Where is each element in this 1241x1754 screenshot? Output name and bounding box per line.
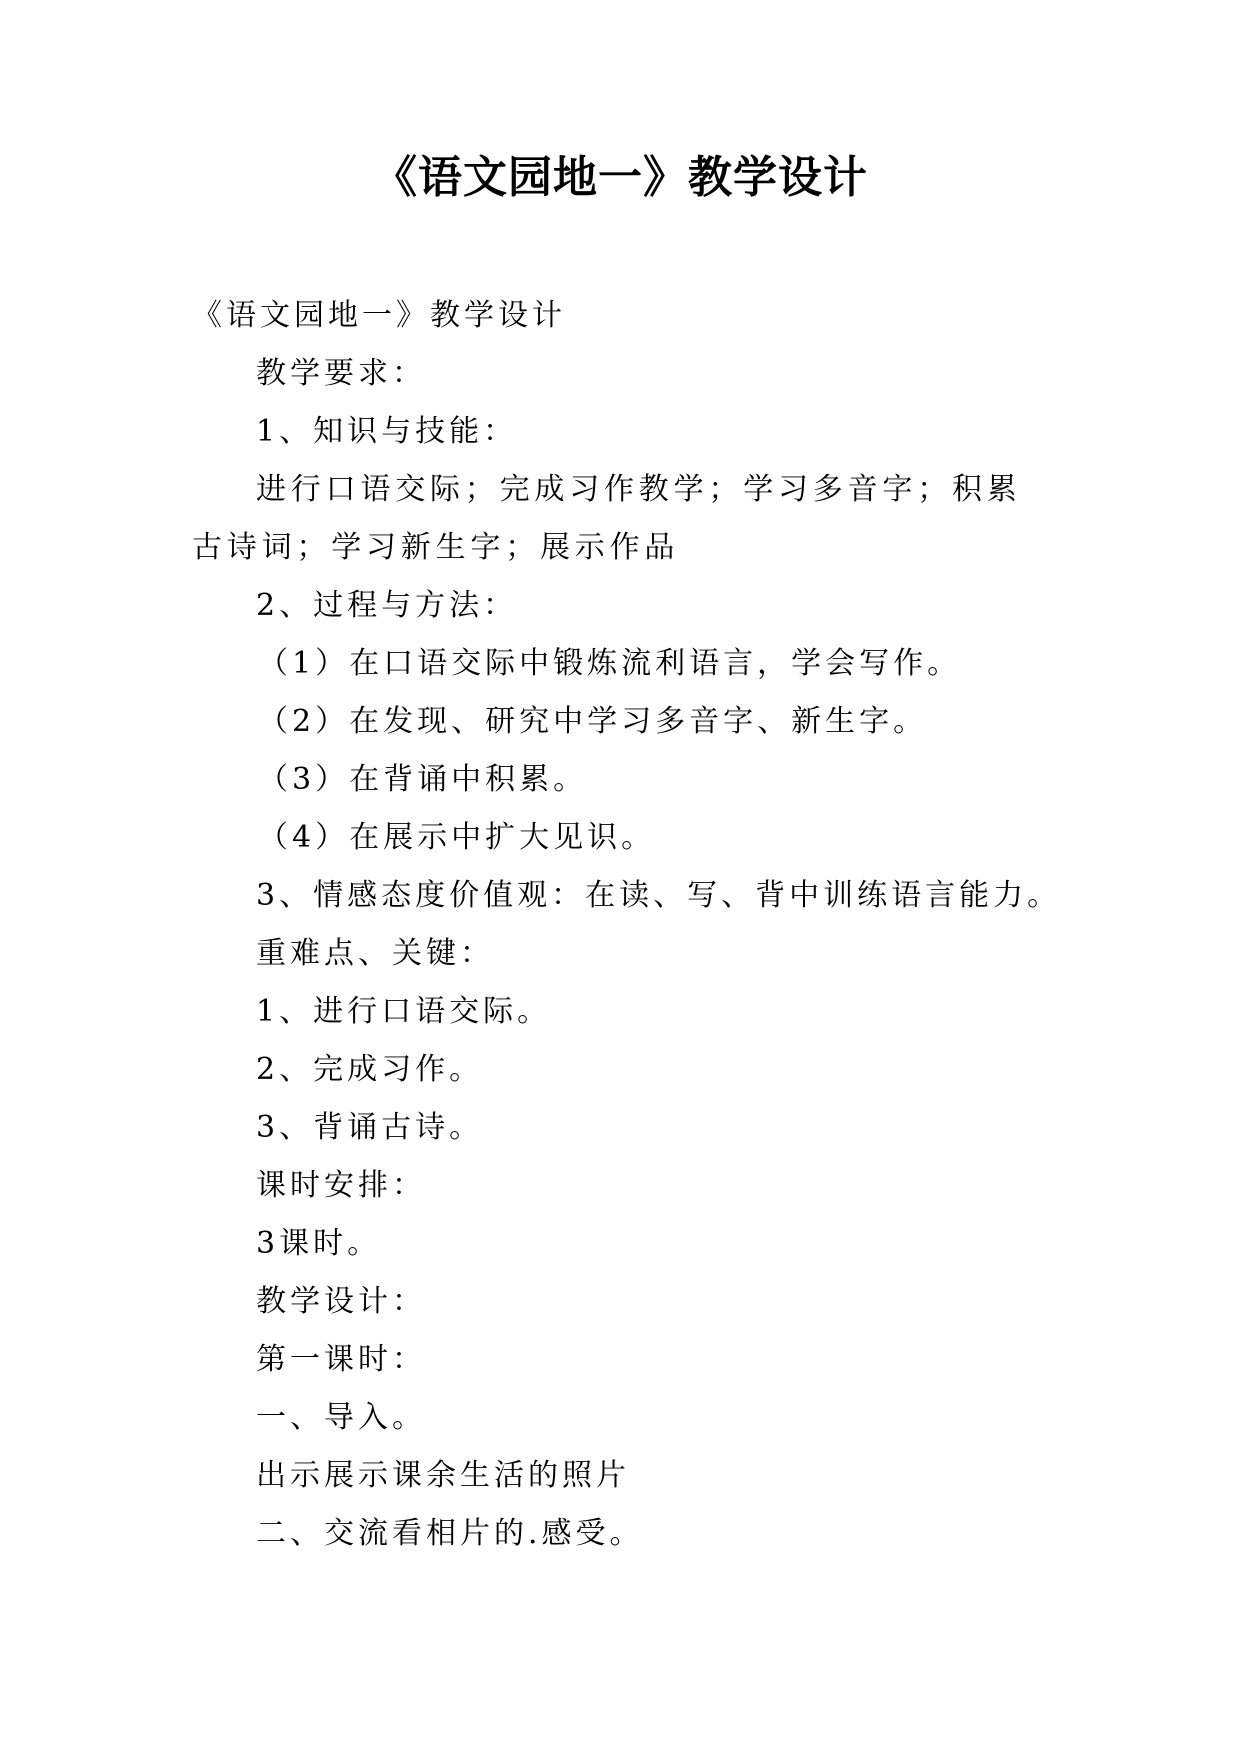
document-title: 《语文园地一》教学设计 (373, 152, 868, 203)
paragraph-exchange: 二、交流看相片的.感受。 (256, 1516, 644, 1551)
paragraph-process-item-4: （4）在展示中扩大见识。 (258, 820, 656, 855)
paragraph-schedule: 课时安排： (256, 1168, 426, 1203)
paragraph-process-item-2: （2）在发现、研究中学习多音字、新生字。 (258, 704, 928, 739)
paragraph-key-point-2: 2、完成习作。 (256, 1052, 484, 1087)
paragraph-design: 教学设计： (256, 1284, 426, 1319)
paragraph-requirements: 教学要求： (256, 356, 426, 391)
paragraph-schedule-value: 3课时。 (256, 1226, 382, 1261)
paragraph-knowledge-detail: 进行口语交际；完成习作教学；学习多音字；积累古诗词；学习新生字；展示作品 (192, 472, 1022, 565)
paragraph-key-point-3: 3、背诵古诗。 (256, 1110, 484, 1145)
paragraph-intro: 一、导入。 (256, 1400, 426, 1435)
document-body (192, 287, 1062, 1563)
paragraph-first-lesson: 第一课时： (256, 1342, 426, 1377)
paragraph-heading: 《语文园地一》教学设计 (192, 298, 566, 333)
paragraph-process-method: 2、过程与方法： (256, 588, 518, 623)
paragraph-key-points: 重难点、关键： (256, 936, 494, 971)
paragraph-process-item-1: （1）在口语交际中锻炼流利语言，学会写作。 (258, 646, 962, 681)
paragraph-values: 3、情感态度价值观：在读、写、背中训练语言能力。 (256, 878, 1062, 913)
paragraph-process-item-3: （3）在背诵中积累。 (258, 762, 588, 797)
paragraph-knowledge-skills: 1、知识与技能： (256, 414, 518, 449)
paragraph-show-photos: 出示展示课余生活的照片 (256, 1458, 630, 1493)
paragraph-key-point-1: 1、进行口语交际。 (256, 994, 552, 1029)
